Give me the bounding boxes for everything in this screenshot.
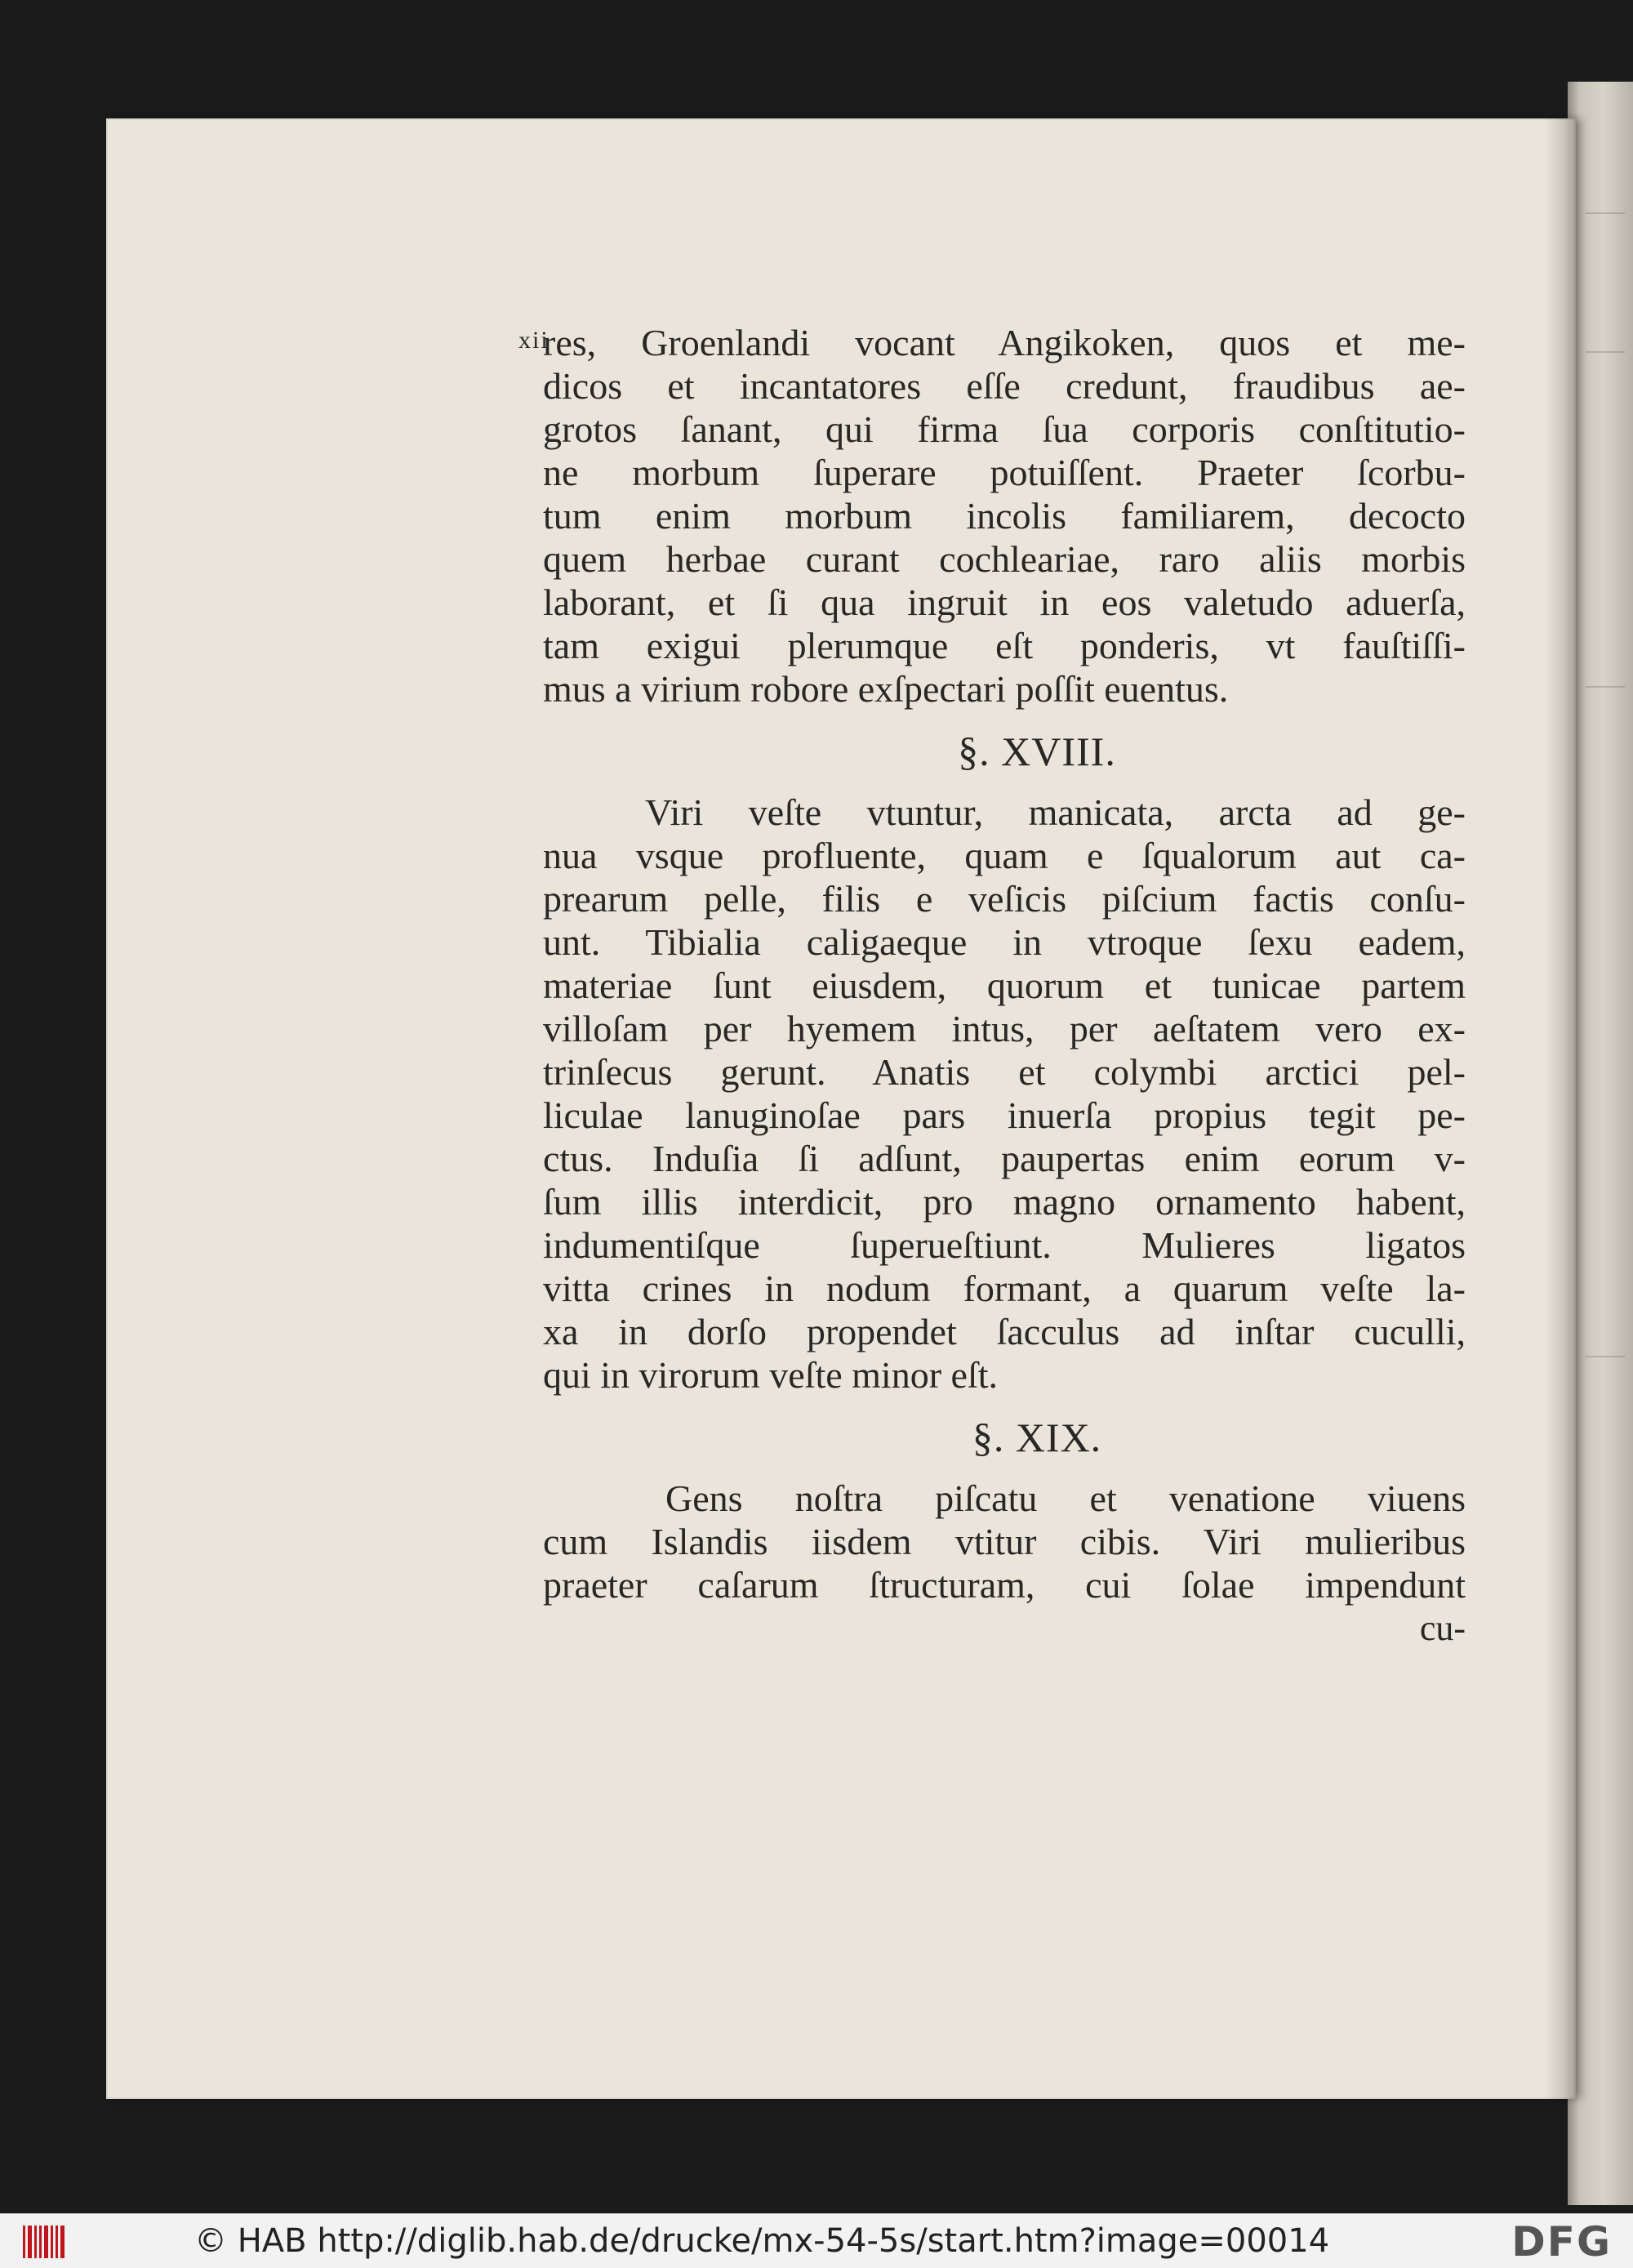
section-heading-xviii: §. XVIII.	[958, 729, 1116, 774]
source-credit-link[interactable]: © HAB http://diglib.hab.de/drucke/mx-54-5s/start.htm?image=00014	[194, 2222, 1330, 2260]
text-line: tum enim morbum incolis familiarem, decocto	[543, 495, 1466, 537]
text-line: praeter caſarum ſtructuram, cui ſolae impendunt	[543, 1564, 1466, 1606]
text-line: quem herbae curant cochleariae, raro aliis morbis	[543, 538, 1466, 580]
text-line: dicos et incantatores eſſe credunt, fraudibus ae-	[543, 365, 1466, 407]
page-gutter-shadow	[1545, 118, 1576, 2099]
text-line: res, Groenlandi vocant Angikoken, quos et me-	[543, 322, 1466, 363]
paragraph-xviii	[543, 791, 1466, 1397]
bleed-mark	[1586, 212, 1625, 214]
text-line: villoſam per hyemem intus, per aeſtatem vero ex-	[543, 1008, 1466, 1049]
viewer-footer	[0, 2213, 1633, 2268]
text-line: ctus. Induſia ſi adſunt, paupertas enim eorum v-	[543, 1138, 1466, 1179]
section-heading-xix: §. XIX.	[972, 1415, 1102, 1460]
bleed-mark	[1586, 686, 1625, 688]
text-line: Viri veſte vtuntur, manicata, arcta ad ge-	[645, 791, 1466, 833]
text-line: trinſecus gerunt. Anatis et colymbi arctici pel-	[543, 1051, 1466, 1093]
paragraph-xix	[543, 1477, 1466, 1650]
text-line: ſum illis interdicit, pro magno ornamento habent,	[543, 1181, 1466, 1223]
bleed-mark	[1586, 351, 1625, 353]
text-line: qui in virorum veſte minor eſt.	[543, 1354, 999, 1396]
text-line: liculae lanuginoſae pars inuerſa propius tegit pe-	[543, 1094, 1466, 1136]
text-line: Gens noſtra piſcatu et venatione viuens	[665, 1477, 1466, 1519]
text-line: nua vsque profluente, quam e ſqualorum aut ca-	[543, 835, 1466, 876]
barcode-logo-icon	[23, 2226, 65, 2258]
next-page-edge	[1568, 82, 1633, 2205]
text-line: xa in dorſo propendet ſacculus ad inſtar cuculli,	[543, 1311, 1466, 1352]
text-line: indumentiſque ſuperueſtiunt. Mulieres ligatos	[543, 1224, 1466, 1266]
text-line: tam exigui plerumque eſt ponderis, vt fauſtiſſi-	[543, 625, 1466, 666]
text-line: materiae ſunt eiusdem, quorum et tunicae partem	[543, 965, 1466, 1006]
text-line: unt. Tibialia caligaeque in vtroque ſexu eadem,	[543, 921, 1466, 963]
text-line: ne morbum ſuperare potuiſſent. Praeter ſcorbu-	[543, 452, 1466, 493]
page-number: xii	[518, 327, 550, 354]
text-line: vitta crines in nodum formant, a quarum veſte la-	[543, 1268, 1466, 1309]
paragraph-intro	[543, 321, 1466, 711]
dfg-logo: DFG	[1511, 2218, 1612, 2266]
text-line: laborant, et ſi qua ingruit in eos valetudo aduerſa,	[543, 581, 1466, 623]
text-line: prearum pelle, filis e veſicis piſcium factis conſu-	[543, 878, 1466, 920]
text-line: mus a virium robore exſpectari poſſit euentus.	[543, 668, 1229, 710]
text-block	[543, 321, 1466, 1650]
bleed-mark	[1586, 1356, 1625, 1357]
text-line: grotos ſanant, qui firma ſua corporis conſtitutio-	[543, 408, 1466, 450]
book-page	[106, 118, 1576, 2099]
catchword: cu-	[1419, 1608, 1466, 1648]
text-line: cum Islandis iisdem vtitur cibis. Viri mulieribus	[543, 1521, 1466, 1562]
